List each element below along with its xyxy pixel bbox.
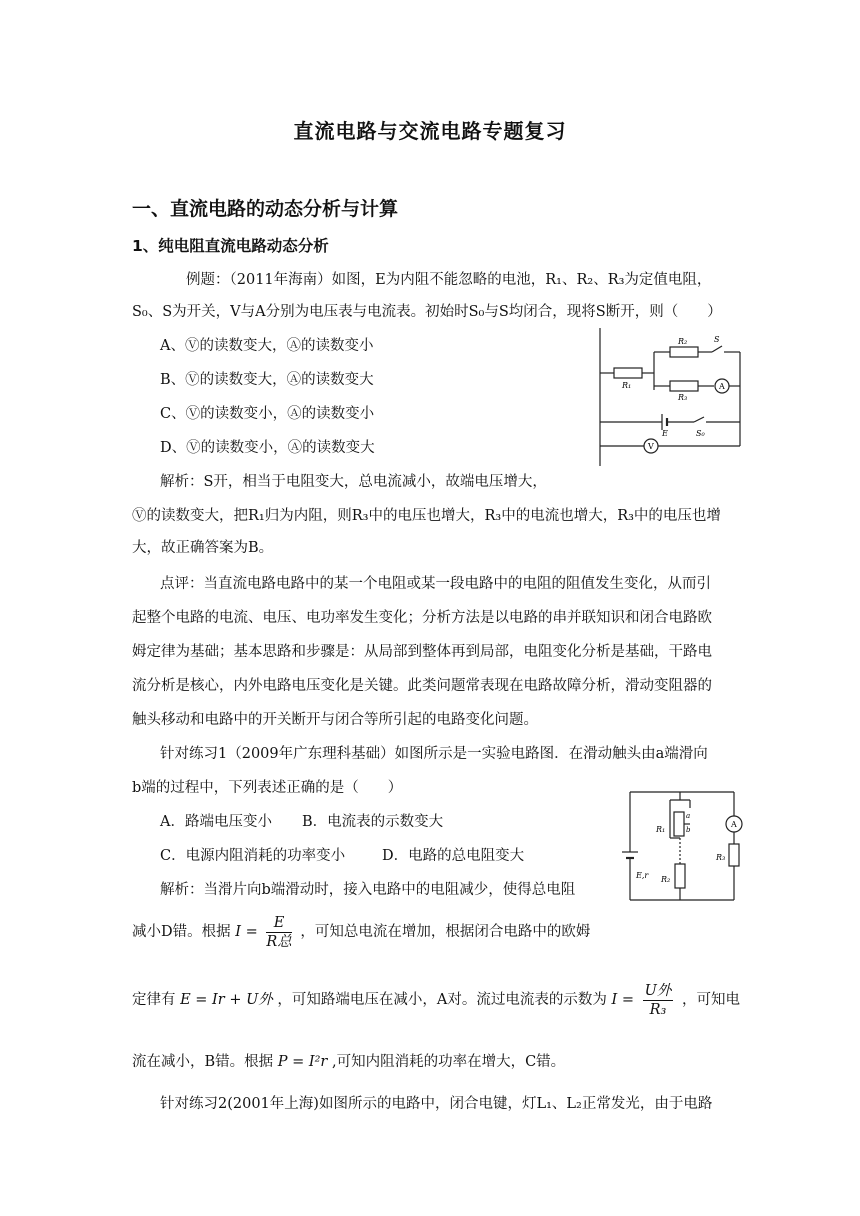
- formula-fraction: [266, 914, 291, 951]
- text-segment: 减小D错。根据: [132, 924, 231, 940]
- label-r3: R₃: [678, 393, 688, 402]
- text-segment: ,可知内阻消耗的功率在增大，C错。: [331, 1054, 566, 1070]
- practice1-line-2: b端的过程中，下列表述正确的是（ ）: [132, 780, 403, 796]
- example-option-b: B、Ⓥ的读数变大，Ⓐ的读数变大: [160, 372, 374, 388]
- formula-numerator: U外: [644, 982, 672, 999]
- example-line-1: 例题：（2011年海南）如图，E为内阻不能忽略的电池，R₁、R₂、R₃为定值电阻，: [186, 272, 712, 288]
- label-s0: S₀: [696, 429, 705, 438]
- subsection-heading: 1、纯电阻直流电路动态分析: [132, 237, 329, 255]
- ammeter-a-icon: A: [731, 820, 737, 829]
- label-r2: R₂: [678, 337, 688, 346]
- example-line-2: S₀、S为开关，V与A分别为电压表与电流表。初始时S₀与S均闭合，现将S断开，则（ ）: [132, 304, 722, 320]
- ammeter-a-icon: A: [719, 382, 725, 391]
- practice1-option-c: C．电源内阻消耗的功率变小: [160, 848, 346, 864]
- practice2-line-1: 针对练习2(2001年上海)如图所示的电路中，闭合电键，灯L₁、L₂正常发光，由于电路: [160, 1096, 713, 1112]
- practice1-option-b: B．电流表的示数变大: [302, 814, 444, 830]
- text-segment: 流在减小，B错。根据: [132, 1054, 274, 1070]
- practice1-line-1: 针对练习1（2009年广东理科基础）如图所示是一实验电路图．在滑动触头由a端滑向: [160, 746, 708, 762]
- text-segment: ，可知路端电压在减小，A对。流过电流表的示数为: [277, 992, 607, 1008]
- comment-line-4: 流分析是核心，内外电路电压变化是关键。此类问题常表现在电路故障分析，滑动变阻器的: [132, 678, 712, 694]
- practice1-analysis-2: [132, 912, 590, 952]
- voltmeter-v-icon: V: [648, 442, 654, 451]
- label-a-end: a: [686, 812, 691, 820]
- label-s: S: [714, 335, 720, 344]
- label-r3: R₃: [716, 853, 726, 862]
- comment-line-3: 姆定律为基础；基本思路和步骤是：从局部到整体再到局部，电阻变化分析是基础，干路电: [132, 644, 712, 660]
- page-title: 直流电路与交流电路专题复习: [293, 119, 567, 143]
- text-segment: ，可知电: [681, 992, 740, 1008]
- circuit-diagram-1: [588, 328, 754, 466]
- formula-ohm-law: E = Ir + U外: [180, 992, 273, 1008]
- example-analysis-1: 解析：S开，相当于电阻变大，总电流减小，故端电压增大，: [160, 474, 547, 490]
- comment-line-5: 触头移动和电路中的开关断开与闭合等所引起的电路变化问题。: [132, 712, 538, 728]
- section-heading: 一、直流电路的动态分析与计算: [132, 198, 399, 220]
- label-e: E: [662, 429, 668, 438]
- practice1-analysis-1: 解析：当滑片向b端滑动时，接入电路中的电阻减少，使得总电阻: [160, 882, 576, 898]
- practice1-option-a: A．路端电压变小: [160, 814, 272, 830]
- label-r2: R₂: [661, 875, 671, 884]
- formula-i-lhs: I =: [611, 992, 635, 1008]
- example-analysis-3: 大，故正确答案为B。: [132, 540, 274, 556]
- practice1-analysis-4: [132, 1052, 565, 1072]
- text-segment: ，可知总电流在增加，根据闭合电路中的欧姆: [300, 924, 591, 940]
- label-b-end: b: [686, 826, 691, 834]
- formula-power: P = I²r: [277, 1054, 328, 1070]
- example-analysis-2: Ⓥ的读数变大，把R₁归为内阻，则R₃中的电压也增大，R₃中的电流也增大，R₃中的电压也增: [132, 508, 721, 524]
- circuit-diagram-2: [616, 790, 750, 902]
- example-option-a: A、Ⓥ的读数变大，Ⓐ的读数变小: [160, 338, 374, 354]
- formula-denominator: R₃: [649, 1001, 667, 1018]
- formula-i-lhs: I =: [235, 924, 258, 940]
- practice1-analysis-3: [132, 980, 740, 1020]
- comment-line-2: 起整个电路的电流、电压、电功率发生变化；分析方法是以电路的串并联知识和闭合电路欧: [132, 610, 712, 626]
- formula-numerator: E: [266, 914, 291, 933]
- label-er: E,r: [636, 871, 649, 880]
- text-segment: 定律有: [132, 992, 176, 1008]
- formula-fraction: [643, 982, 674, 1019]
- label-r1: R₁: [656, 825, 666, 834]
- example-option-c: C、Ⓥ的读数变小，Ⓐ的读数变小: [160, 406, 375, 422]
- label-r1: R₁: [622, 381, 632, 390]
- practice1-option-d: D．电路的总电阻变大: [382, 848, 525, 864]
- comment-line-1: 点评：当直流电路电路中的某一个电阻或某一段电路中的电阻的阻值发生变化，从而引: [160, 576, 711, 592]
- example-option-d: D、Ⓥ的读数变小，Ⓐ的读数变大: [160, 440, 375, 456]
- formula-denominator: R总: [266, 933, 292, 950]
